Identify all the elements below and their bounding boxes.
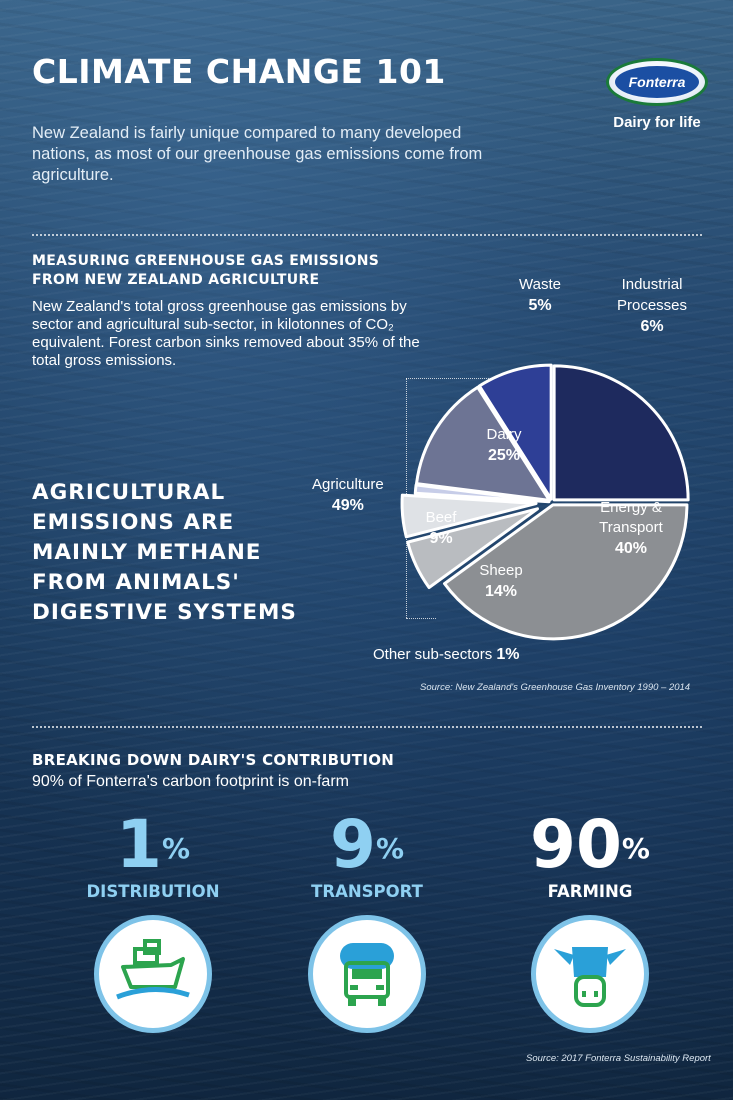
fonterra-logo xyxy=(598,58,716,131)
slice-value: 6% xyxy=(640,318,664,335)
slice-label-sheep xyxy=(470,560,532,602)
callout-line: EMISSIONS ARE xyxy=(32,510,235,535)
stat-farming xyxy=(510,806,670,1033)
section2-subheading: 90% of Fonterra's carbon footprint is on-farm xyxy=(32,773,349,790)
stat-number: 1% xyxy=(116,806,190,883)
stat-transport xyxy=(287,806,447,1033)
cow-icon xyxy=(531,915,649,1033)
slice-label-beef xyxy=(416,507,466,549)
agriculture-label: Agriculture xyxy=(312,476,384,493)
section-divider xyxy=(32,726,702,728)
logo-brand: Fonterra xyxy=(615,66,699,98)
pie-slice-dairy xyxy=(554,366,688,500)
chart-source: Source: New Zealand's Greenhouse Gas Inventory 1990 – 2014 xyxy=(420,682,691,693)
stat-number: 9% xyxy=(330,806,404,883)
slice-name: Energy & Transport xyxy=(599,499,663,536)
slice-name: Sheep xyxy=(479,562,523,579)
logo-tagline: Dairy for life xyxy=(613,114,701,131)
section1-description: New Zealand's total gross greenhouse gas emissions by sector and agricultural sub-sector, in kilotonnes of CO₂ equivalent. Forest carbon sinks removed about 35% of the total gross emissions. xyxy=(32,298,420,369)
agriculture-group-label xyxy=(312,474,384,516)
slice-value: 9% xyxy=(429,530,453,547)
tanker-truck-icon xyxy=(308,915,426,1033)
slice-name: Beef xyxy=(425,509,457,526)
section1-heading-line1: MEASURING GREENHOUSE GAS EMISSIONS xyxy=(32,253,380,269)
intro-text: New Zealand is fairly unique compared to many developed nations, as most of our greenhouse gas emissions come from agriculture. xyxy=(32,124,483,184)
agriculture-callout xyxy=(32,478,332,628)
stat-number: 90% xyxy=(530,806,650,883)
slice-label-waste xyxy=(506,274,574,316)
emissions-pie-chart xyxy=(380,330,710,650)
callout-line: FROM ANIMALS' xyxy=(32,570,240,595)
section-divider xyxy=(32,234,702,236)
slice-value: 14% xyxy=(484,583,518,600)
slice-value: 25% xyxy=(487,447,521,464)
section2-heading: BREAKING DOWN DAIRY'S CONTRIBUTION xyxy=(32,751,395,769)
slice-label-industrial xyxy=(604,274,700,337)
slice-value: 1% xyxy=(496,646,520,663)
slice-name: Industrial Processes xyxy=(616,276,688,314)
slice-name: Dairy xyxy=(486,426,522,443)
stat-label: FARMING xyxy=(547,882,633,901)
callout-line: DIGESTIVE SYSTEMS xyxy=(32,600,297,625)
slice-name: Other sub-sectors xyxy=(373,646,493,663)
callout-line: AGRICULTURAL xyxy=(32,480,226,505)
slice-name: Waste xyxy=(519,276,561,293)
stat-label: TRANSPORT xyxy=(311,882,423,901)
section1-heading-line2: FROM NEW ZEALAND AGRICULTURE xyxy=(32,272,320,288)
slice-value: 5% xyxy=(528,297,552,314)
agriculture-value: 49% xyxy=(331,497,364,514)
page-title: CLIMATE CHANGE 101 xyxy=(32,52,446,91)
slice-label-other xyxy=(373,644,520,665)
section2-source: Source: 2017 Fonterra Sustainability Report xyxy=(526,1053,711,1064)
section1-heading xyxy=(32,252,379,290)
callout-line: MAINLY METHANE xyxy=(32,540,262,565)
slice-label-energy xyxy=(566,498,696,559)
ship-icon xyxy=(94,915,212,1033)
slice-value: 40% xyxy=(614,540,648,557)
stat-label: DISTRIBUTION xyxy=(86,882,220,901)
slice-label-dairy xyxy=(474,424,534,466)
stat-distribution xyxy=(73,806,233,1033)
logo-oval-icon xyxy=(606,58,708,106)
